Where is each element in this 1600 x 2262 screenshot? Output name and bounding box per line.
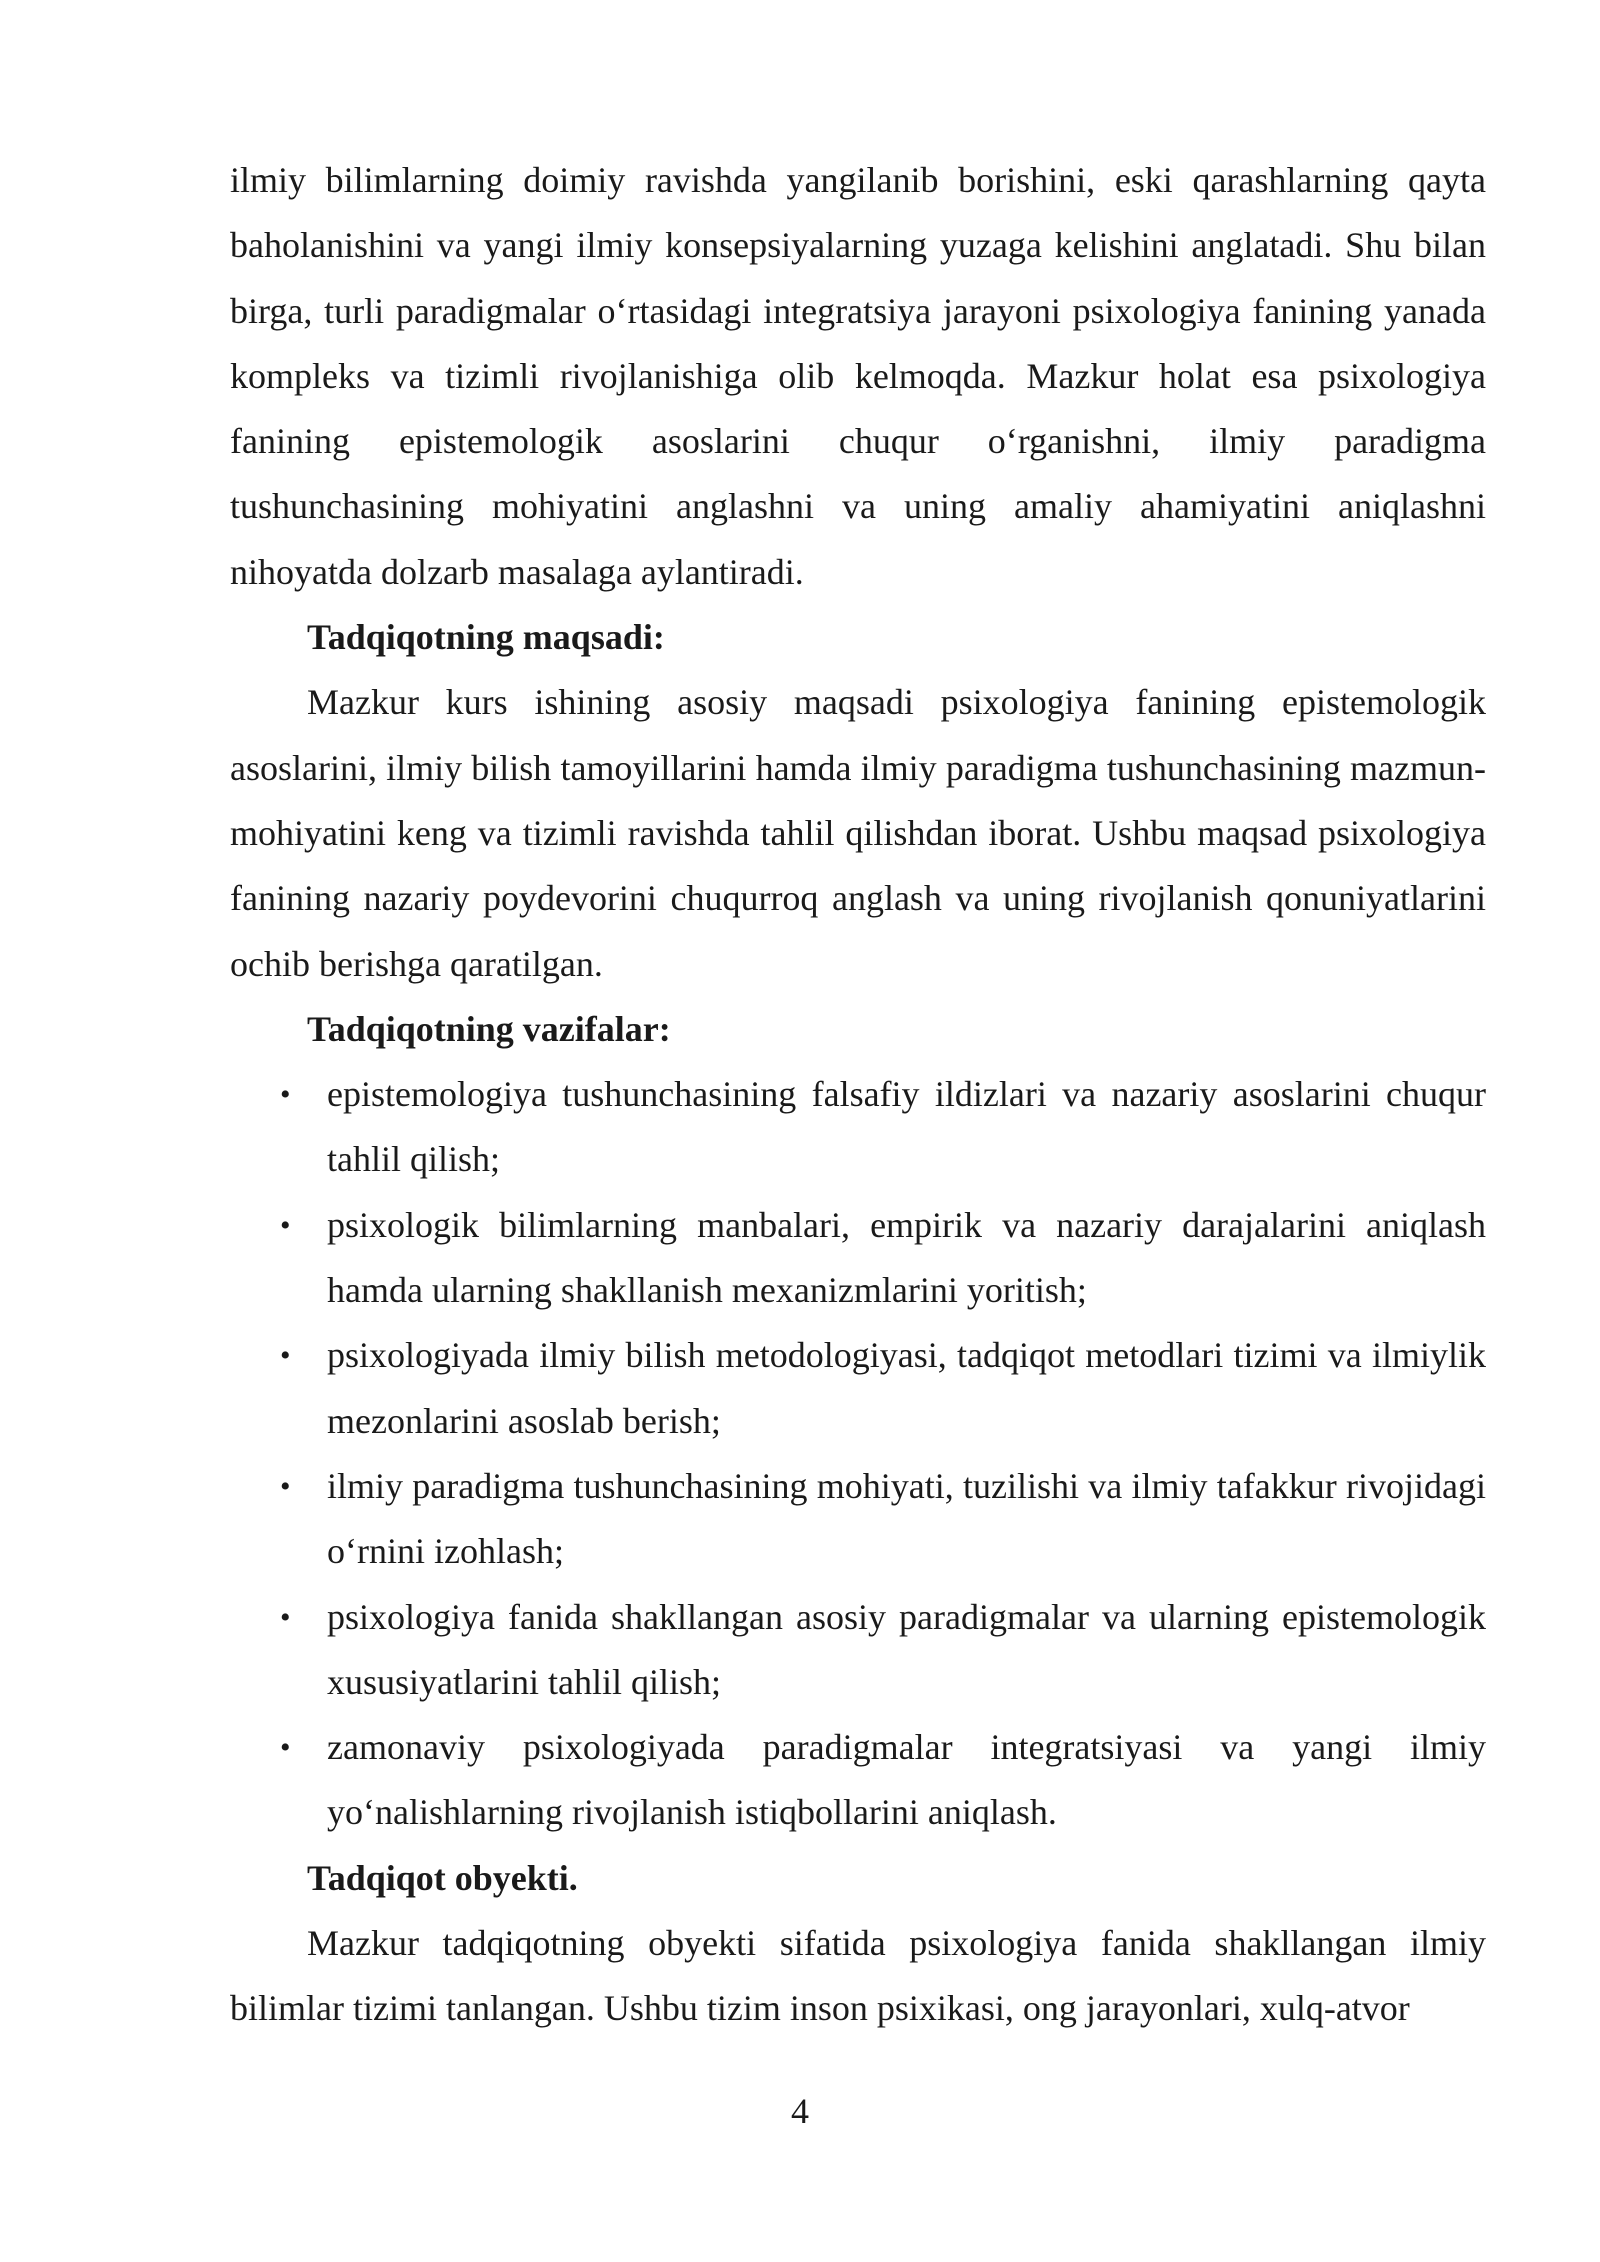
tasks-list bbox=[230, 1062, 1486, 1846]
intro-paragraph: ilmiy bilimlarning doimiy ravishda yangilanib borishini, eski qarashlarning qayta baholanishini va yangi ilmiy konsepsiyalarning yuzaga kelishini anglatadi. Shu bilan birga, turli paradigmalar o‘rtasidagi integratsiya jarayoni psixologiya fanining yanada kompleks va tizimli rivojlanishiga olib kelmoqda. Mazkur holat esa psixologiya fanining epistemologik asoslarini chuqur o‘rganishni, ilmiy paradigma tushunchasining mohiyatini anglashni va uning amaliy ahamiyatini aniqlashni nihoyatda dolzarb masalaga aylantiradi. bbox=[230, 160, 1486, 592]
goal-heading: Tadqiqotning maqsadi: bbox=[307, 617, 665, 658]
bullet-icon: • bbox=[280, 1731, 291, 1765]
page-number: 4 bbox=[791, 2091, 809, 2131]
task-text: zamonaviy psixologiyada paradigmalar integratsiyasi va yangi ilmiy yo‘nalishlarning rivojlanish istiqbollarini aniqlash. bbox=[327, 1727, 1486, 1833]
task-text: psixologiyada ilmiy bilish metodologiyasi, tadqiqot metodlari tizimi va ilmiylik mezonlarini asoslab berish; bbox=[327, 1335, 1486, 1441]
list-item bbox=[230, 1323, 1486, 1454]
task-text: psixologik bilimlarning manbalari, empirik va nazariy darajalarini aniqlash hamda ularning shakllanish mexanizmlarini yoritish; bbox=[327, 1204, 1486, 1311]
object-heading: Tadqiqot obyekti. bbox=[307, 1857, 578, 1898]
list-item bbox=[230, 1193, 1486, 1324]
task-text: psixologiya fanida shakllangan asosiy paradigmalar va ularning epistemologik xususiyatlarini tahlil qilish; bbox=[327, 1596, 1486, 1702]
object-paragraph: Mazkur tadqiqotning obyekti sifatida psixologiya fanida shakllangan ilmiy bilimlar tizimi tanlangan. Ushbu tizim inson psixikasi, ong jarayonlari, xulq-atvor bbox=[230, 1923, 1486, 2029]
list-item bbox=[230, 1715, 1486, 1846]
list-item bbox=[230, 1585, 1486, 1716]
bullet-icon: • bbox=[280, 1469, 291, 1503]
list-item bbox=[230, 1062, 1486, 1193]
bullet-icon: • bbox=[280, 1600, 291, 1634]
bullet-icon: • bbox=[280, 1078, 291, 1112]
list-item bbox=[230, 1454, 1486, 1585]
goal-paragraph: Mazkur kurs ishining asosiy maqsadi psixologiya fanining epistemologik asoslarini, ilmiy bilish tamoyillarini hamda ilmiy paradigma tushunchasining mazmun-mohiyatini keng va tizimli ravishda tahlil qilishdan iborat. Ushbu maqsad psixologiya fanining nazariy poydevorini chuqurroq anglash va uning rivojlanish qonuniyatlarini ochib berishga qaratilgan. bbox=[230, 682, 1486, 984]
task-text: epistemologiya tushunchasining falsafiy ildizlari va nazariy asoslarini chuqur tahlil qilish; bbox=[327, 1074, 1486, 1180]
bullet-icon: • bbox=[280, 1208, 291, 1242]
tasks-heading: Tadqiqotning vazifalar: bbox=[307, 1008, 671, 1049]
task-text: ilmiy paradigma tushunchasining mohiyati, tuzilishi va ilmiy tafakkur rivojidagi o‘rnini izohlash; bbox=[327, 1465, 1486, 1572]
document-page bbox=[230, 148, 1486, 2042]
bullet-icon: • bbox=[280, 1339, 291, 1373]
